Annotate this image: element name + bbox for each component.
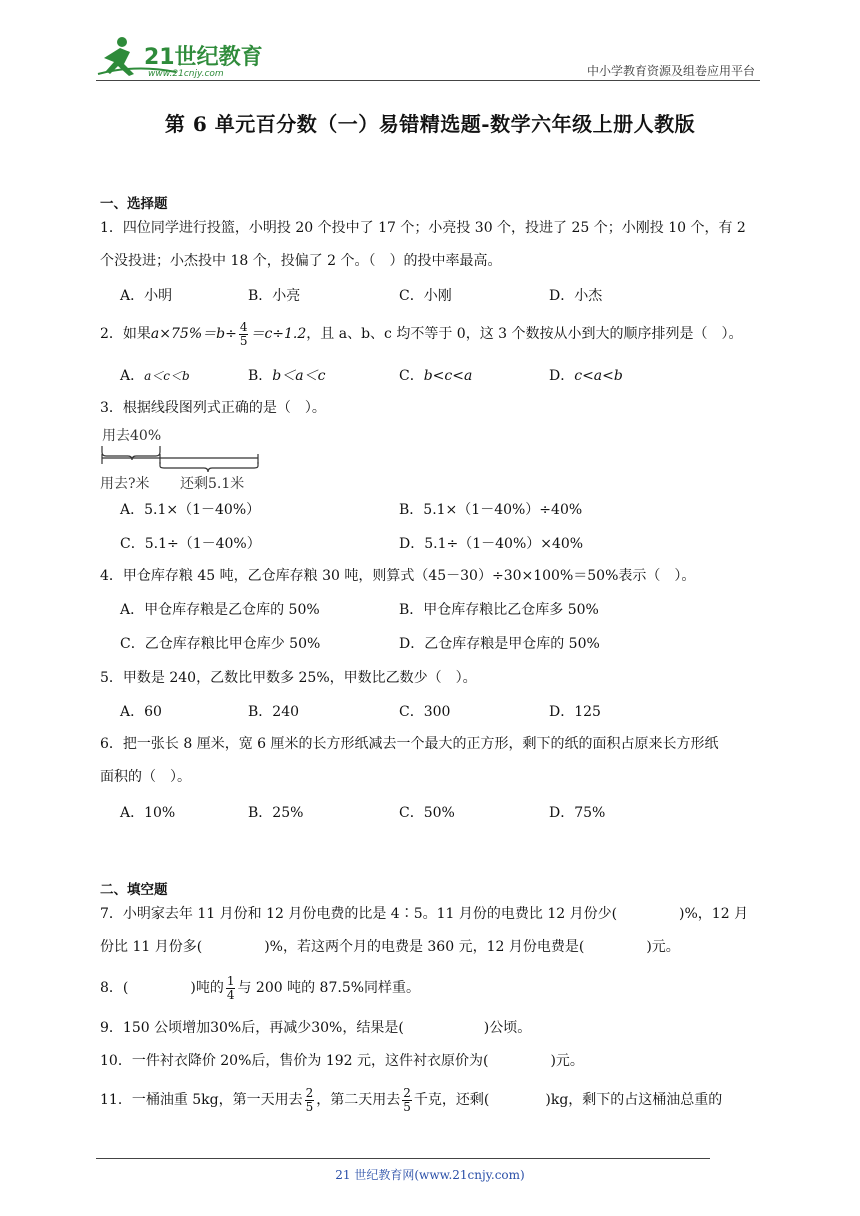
q2-post: ，且 a、b、c 均不等于 0，这 3 个数按从小到大的顺序排列是（ ）。 bbox=[306, 326, 743, 342]
line-segment-diagram bbox=[100, 424, 260, 494]
q1-line2: 个没投进；小杰投中 18 个，投偏了 2 个。（ ）的投中率最高。 bbox=[100, 253, 502, 269]
q3-option-a: A．5.1×（1－40%） bbox=[120, 502, 261, 518]
footer-divider bbox=[96, 1158, 710, 1159]
question-2 bbox=[100, 318, 780, 351]
q6-option-b: B．25% bbox=[248, 805, 304, 821]
question-1 bbox=[100, 212, 762, 278]
q3-option-c: C．5.1÷（1－40%） bbox=[120, 536, 261, 552]
question-6 bbox=[100, 728, 762, 794]
question-4: 4．甲仓库存粮 45 吨，乙仓库存粮 30 吨，则算式（45－30）÷30×100%＝50%表示（ ）。 bbox=[100, 568, 696, 584]
q5-option-a: A．60 bbox=[120, 704, 162, 720]
footer-text: 21 世纪教育网(www.21cnjy.com) bbox=[335, 1168, 525, 1182]
page-title: 第 6 单元百分数（一）易错精选题-数学六年级上册人教版 bbox=[164, 112, 696, 136]
q4-option-c: C．乙仓库存粮比甲仓库少 50% bbox=[120, 636, 321, 652]
question-5: 5．甲数是 240，乙数比甲数多 25%，甲数比乙数少（ ）。 bbox=[100, 670, 477, 686]
svg-text:用去40%: 用去40% bbox=[102, 428, 162, 444]
q5-option-b: B．240 bbox=[248, 704, 300, 720]
q2-expr-a: a×75%＝b÷ bbox=[150, 326, 237, 342]
question-8: 8．( )吨的 $\frac{1}{4}$ 与 200 吨的 87.5%同样重。 bbox=[100, 973, 421, 1002]
q3-option-b: B．5.1×（1－40%）÷40% bbox=[399, 502, 583, 518]
q1-option-a: A．小明 bbox=[120, 288, 173, 304]
q2-expr-b: ＝c÷1.2 bbox=[250, 326, 307, 342]
site-logo bbox=[96, 34, 266, 80]
question-9: 9．150 公顷增加30%后，再减少30%，结果是( )公顷。 bbox=[100, 1020, 532, 1036]
section-fill-blank: 二、填空题 bbox=[100, 882, 168, 898]
q1-option-d: D．小杰 bbox=[549, 288, 603, 304]
question-7: 7．小明家去年 11 月份和 12 月份电费的比是 4∶5。11 月份的电费比 12 月份少( )%，12 月 份比 11 月份多( )%，若这两个月的电费是 360 元，12 月份电费是( )元。 bbox=[100, 906, 749, 955]
q6-option-a: A．10% bbox=[120, 805, 176, 821]
q5-option-c: C．300 bbox=[399, 704, 451, 720]
q4-option-d: D．乙仓库存粮是甲仓库的 50% bbox=[399, 636, 600, 652]
q2-fraction: $\frac{4}{5}$ bbox=[239, 319, 248, 348]
q2-option-c: C．b<c<a bbox=[399, 368, 473, 384]
q4-option-b: B．甲仓库存粮比乙仓库多 50% bbox=[399, 602, 599, 618]
q2-option-b: B．b＜a＜c bbox=[248, 368, 326, 384]
header-divider bbox=[96, 80, 760, 81]
q5-option-d: D．125 bbox=[549, 704, 601, 720]
q6-line1: 6．把一张长 8 厘米，宽 6 厘米的长方形纸减去一个最大的正方形，剩下的纸的面积占原来长方形纸 bbox=[100, 736, 719, 752]
q3-option-d: D．5.1÷（1－40%）×40% bbox=[399, 536, 584, 552]
q1-option-b: B．小亮 bbox=[248, 288, 301, 304]
q1-option-c: C．小刚 bbox=[399, 288, 452, 304]
q6-option-d: D．75% bbox=[549, 805, 606, 821]
q2-pre: 2．如果 bbox=[100, 326, 151, 342]
q2-option-d: D．c<a<b bbox=[549, 368, 623, 384]
q1-line1: 1．四位同学进行投篮，小明投 20 个投中了 17 个；小亮投 30 个，投进了 25 个；小刚投 10 个，有 2 bbox=[100, 220, 746, 236]
logo-text: 21世纪教育 bbox=[144, 45, 263, 70]
question-11: 11．一桶油重 5kg，第一天用去 $\frac{2}{5}$ ，第二天用去 $\frac{2}{5}$ 千克，还剩( )kg，剩下的占这桶油总重的 bbox=[100, 1085, 723, 1114]
question-10: 10．一件衬衣降价 20%后，售价为 192 元，这件衬衣原价为( )元。 bbox=[100, 1053, 584, 1069]
q6-line2: 面积的（ ）。 bbox=[100, 769, 191, 785]
svg-text:用去?米: 用去?米 bbox=[100, 476, 150, 492]
platform-name: 中小学教育资源及组卷应用平台 bbox=[586, 64, 755, 78]
question-3: 3．根据线段图列式正确的是（ ）。 bbox=[100, 400, 326, 416]
q4-option-a: A．甲仓库存粮是乙仓库的 50% bbox=[120, 602, 320, 618]
section-choice: 一、选择题 bbox=[100, 196, 168, 212]
q2-option-a: A．a＜c＜b bbox=[120, 368, 190, 384]
logo-url: www.21cnjy.com bbox=[148, 69, 224, 79]
svg-text:还剩5.1米: 还剩5.1米 bbox=[180, 476, 245, 492]
q6-option-c: C．50% bbox=[399, 805, 455, 821]
